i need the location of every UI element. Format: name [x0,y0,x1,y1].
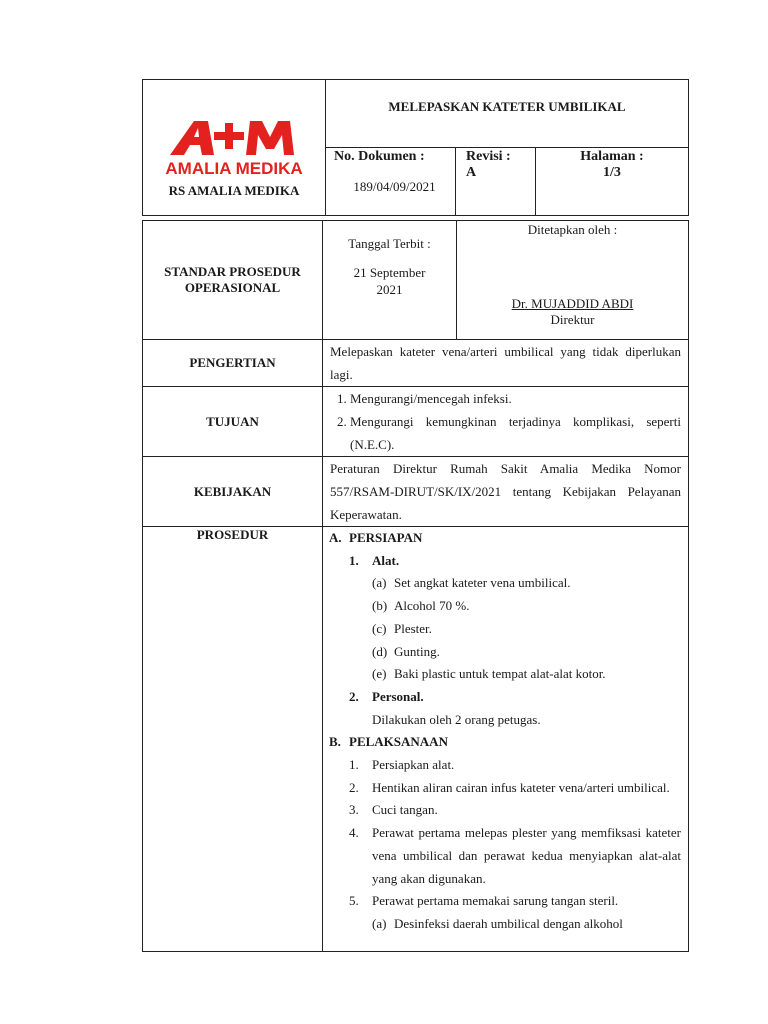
tujuan-item: 2. Mengurangi kemungkinan terjadinya komplikasi, seperti (N.E.C). [350,410,681,456]
alat-item: (d) Gunting. [372,643,440,659]
signer-role: Direktur [550,312,595,327]
step-item: 4. Perawat pertama melepas plester yang memfiksasi kateter vena umbilical dan perawat kedua menyiapkan alat-alat yang akan digunakan. [349,825,681,886]
alat-item: (c) Plester. [372,620,432,636]
logo-cell [143,80,326,216]
personal-text: Dilakukan oleh 2 orang petugas. [372,711,541,727]
prosedur-label: PROSEDUR [143,527,323,952]
step-item: 3. Cuci tangan. [349,802,438,818]
prosedur-content [323,527,688,951]
revisi-cell [456,148,536,216]
sop-label-line1: STANDAR PROSEDUR [164,264,301,279]
halaman-cell [536,148,689,216]
sop-label-line2: OPERASIONAL [184,280,281,295]
sop-table [142,220,689,952]
sop-document [142,79,688,952]
tujuan-cell [323,387,689,457]
halaman-label: Halaman : [580,149,644,164]
sop-label-cell [143,221,323,340]
hospital-name: RS AMALIA MEDIKA [168,182,300,198]
tanggal-cell [323,221,457,340]
alat-item: (e) Baki plastic untuk tempat alat-alat kotor. [372,666,606,682]
document-title: MELEPASKAN KATETER UMBILIKAL [326,80,689,148]
pengertian-text: Melepaskan kateter vena/arteri umbilical yang tidak diperlukan lagi. [323,340,689,387]
ditetapkan-label: Ditetapkan oleh : [527,222,618,237]
pelaksanaan-heading: B. PELAKSANAAN [329,734,448,750]
alat-item: (a) Set angkat kateter vena umbilical. [372,575,571,591]
header-table [142,79,689,216]
personal-heading: 2. Personal. [349,688,424,704]
tanggal-value-line2: 2021 [376,282,403,297]
amalia-medika-logo [164,115,304,179]
revisi-label: Revisi : [466,149,511,164]
pengertian-label: PENGERTIAN [143,340,323,387]
step-item: 1. Persiapkan alat. [349,757,455,773]
halaman-value: 1/3 [603,165,621,180]
persiapan-heading: A. PERSIAPAN [329,530,423,545]
step-item: 5. Perawat pertama memakai sarung tangan steril. [349,893,619,909]
tujuan-item: 1. Mengurangi/mencegah infeksi. [350,387,681,410]
ditetapkan-cell [457,221,689,340]
kebijakan-text: Peraturan Direktur Rumah Sakit Amalia Medika Nomor 557/RSAM-DIRUT/SK/IX/2021 tentang Kebijakan Pelayanan Keperawatan. [323,457,689,527]
step-item: 2. Hentikan aliran cairan infus kateter vena/arteri umbilical. [349,779,670,795]
prosedur-cell [323,527,689,952]
tanggal-label: Tanggal Terbit : [348,236,431,251]
alat-item: (b) Alcohol 70 %. [372,598,470,614]
no-dokumen-value: 189/04/09/2021 [353,179,436,194]
tanggal-value-line1: 21 September [353,265,426,280]
sub-step-item: (a) Desinfeksi daerah umbilical dengan alkohol [372,915,623,931]
logo-text: AMALIA MEDIKA [165,158,303,178]
tujuan-list [323,387,688,456]
alat-heading: 1. Alat. [349,552,400,568]
kebijakan-label: KEBIJAKAN [143,457,323,527]
revisi-value: A [466,165,477,180]
no-dokumen-cell [326,148,456,216]
no-dokumen-label: No. Dokumen : [334,149,425,164]
signer-name: Dr. MUJADDID ABDI [511,296,634,311]
tujuan-label: TUJUAN [143,387,323,457]
